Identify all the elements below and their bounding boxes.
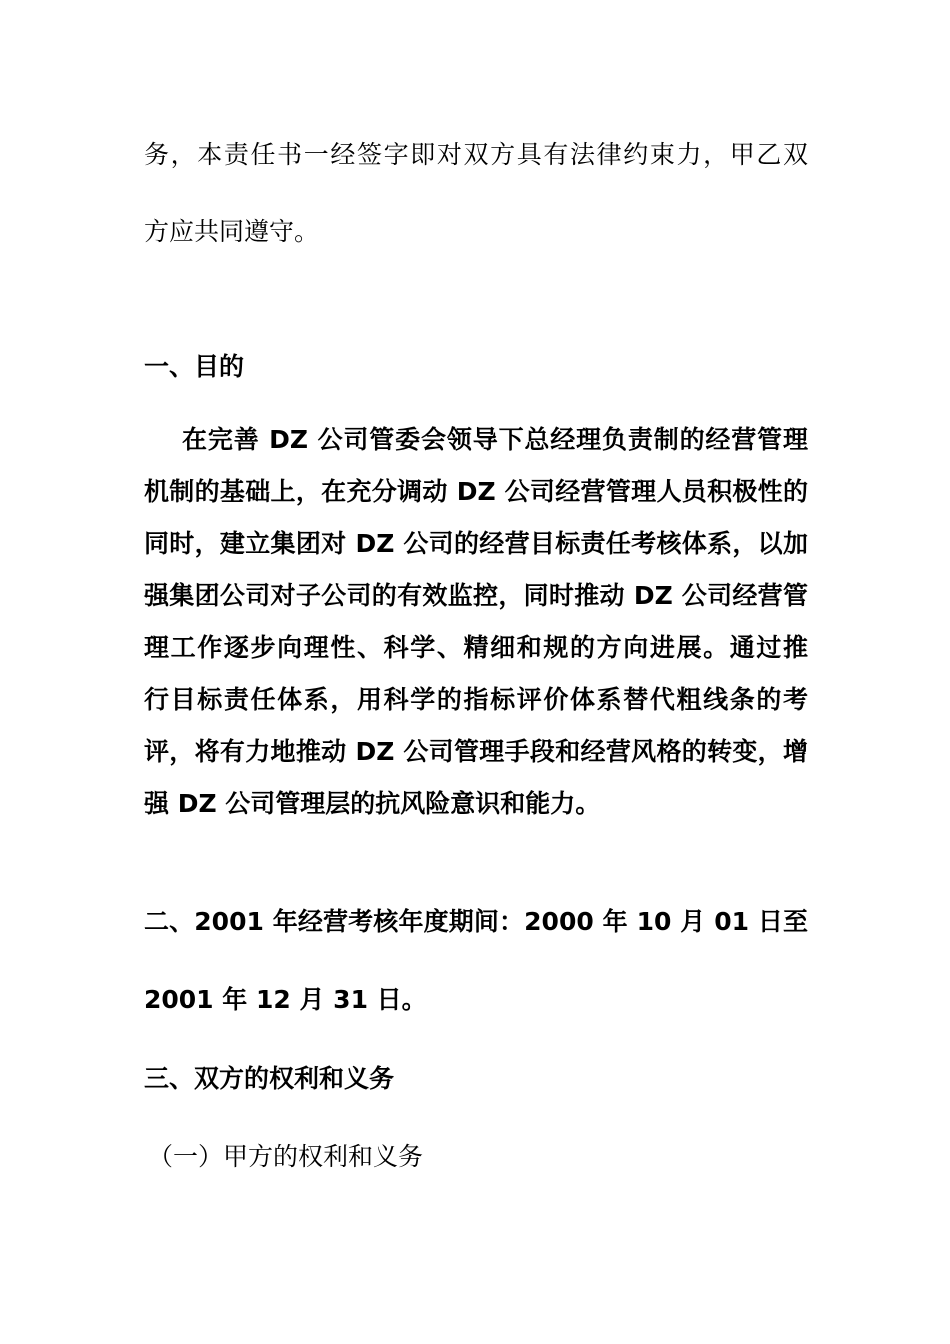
section-3-heading: 三、双方的权利和义务 <box>144 1064 395 1093</box>
section-3-subheading: （一）甲方的权利和义务 <box>148 1142 424 1171</box>
section-1-line: 机制的基础上，在充分调动 DZ 公司经营管理人员积极性的 <box>144 477 808 506</box>
section-1-line: 在完善 DZ 公司管委会领导下总经理负责制的经营管理 <box>182 425 808 454</box>
section-1-heading: 一、目的 <box>144 352 245 381</box>
section-1-line: 行目标责任体系，用科学的指标评价体系替代粗线条的考 <box>144 685 808 714</box>
section-1-line: 强 DZ 公司管理层的抗风险意识和能力。 <box>144 789 601 818</box>
section-2-line-1: 二、2001 年经营考核年度期间：2000 年 10 月 01 日至 <box>144 907 808 936</box>
section-1-line: 理工作逐步向理性、科学、精细和规的方向进展。通过推 <box>144 633 808 662</box>
intro-line-1: 务，本责任书一经签字即对双方具有法律约束力，甲乙双 <box>144 140 808 169</box>
section-2-line-2: 2001 年 12 月 31 日。 <box>144 985 427 1014</box>
intro-line-2: 方应共同遵守。 <box>144 217 320 246</box>
section-1-line: 同时，建立集团对 DZ 公司的经营目标责任考核体系，以加 <box>144 529 808 558</box>
section-1-line: 评，将有力地推动 DZ 公司管理手段和经营风格的转变，增 <box>144 737 808 766</box>
section-1-line: 强集团公司对子公司的有效监控，同时推动 DZ 公司经营管 <box>144 581 808 610</box>
